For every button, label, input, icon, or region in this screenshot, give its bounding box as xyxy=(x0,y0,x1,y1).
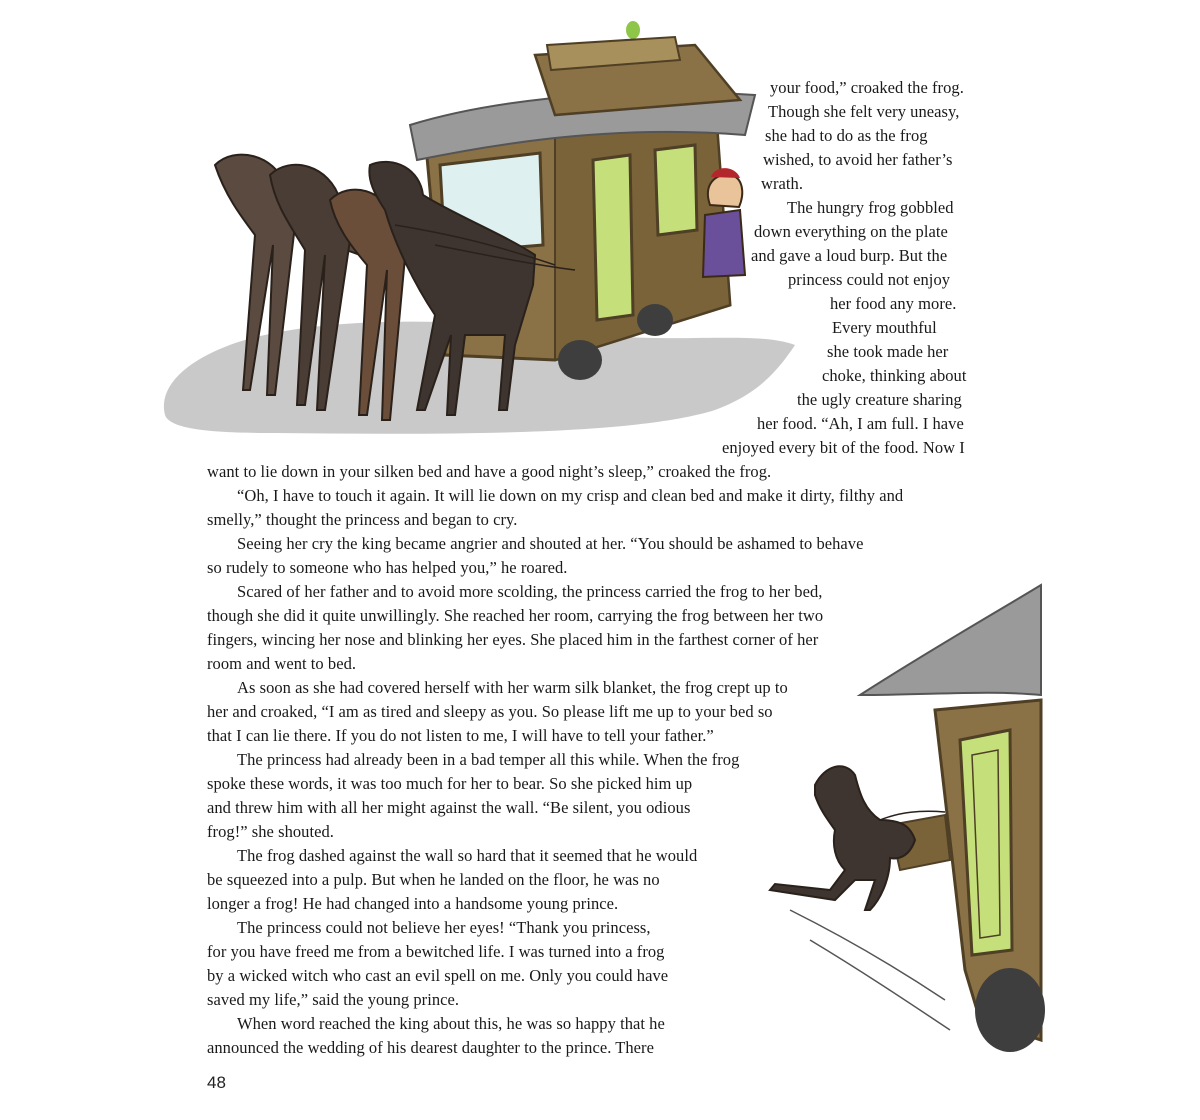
text-line: her food. “Ah, I am full. I have xyxy=(757,414,964,433)
text-line: by a wicked witch who cast an evil spell on me. Only you could have xyxy=(207,966,669,985)
text-line: for you have freed me from a bewitched life. I was turned into a frog xyxy=(207,942,665,961)
text-line: The hungry frog gobbled xyxy=(787,198,954,217)
text-line: that I can lie there. If you do not listen to me, I will have to tell your father.” xyxy=(207,726,714,745)
carriage-illustration-right xyxy=(740,580,1050,1060)
text-line: room and went to bed. xyxy=(207,654,357,673)
text-line: frog!” she shouted. xyxy=(207,822,334,841)
text-line: Scared of her father and to avoid more scolding, the princess carried the frog to her bed, xyxy=(237,582,823,601)
text-line: and threw him with all her might against the wall. “Be silent, you odious xyxy=(207,798,691,817)
text-line: announced the wedding of his dearest daughter to the prince. There xyxy=(207,1038,654,1057)
text-line: Though she felt very uneasy, xyxy=(768,102,960,121)
text-line: As soon as she had covered herself with her warm silk blanket, the frog crept up to xyxy=(237,678,788,697)
text-line: her food any more. xyxy=(830,294,957,313)
text-line: she took made her xyxy=(827,342,949,361)
text-line: the ugly creature sharing xyxy=(797,390,962,409)
text-line: so rudely to someone who has helped you,” he roared. xyxy=(207,558,568,577)
text-line: enjoyed every bit of the food. Now I xyxy=(722,438,965,457)
text-line: longer a frog! He had changed into a handsome young prince. xyxy=(207,894,619,913)
text-line: fingers, wincing her nose and blinking her eyes. She placed him in the farthest corner of her xyxy=(207,630,819,649)
text-line: wished, to avoid her father’s xyxy=(763,150,953,169)
text-line: she had to do as the frog xyxy=(765,126,928,145)
text-line: Every mouthful xyxy=(832,318,937,337)
text-line: The princess could not believe her eyes! “Thank you princess, xyxy=(237,918,651,937)
text-line: though she did it quite unwillingly. She reached her room, carrying the frog between her two xyxy=(207,606,824,625)
page-number: 48 xyxy=(207,1073,226,1092)
text-line: “Oh, I have to touch it again. It will lie down on my crisp and clean bed and make it dirty, filthy and xyxy=(237,486,904,505)
text-line: Seeing her cry the king became angrier and shouted at her. “You should be ashamed to behave xyxy=(237,534,864,553)
text-line: saved my life,” said the young prince. xyxy=(207,990,460,1009)
text-line: your food,” croaked the frog. xyxy=(770,78,964,97)
text-line: and gave a loud burp. But the xyxy=(751,246,948,265)
text-line: her and croaked, “I am as tired and sleepy as you. So please lift me up to your bed so xyxy=(207,702,773,721)
text-line: wrath. xyxy=(761,174,803,193)
text-line: The frog dashed against the wall so hard that it seemed that he would xyxy=(237,846,698,865)
text-line: want to lie down in your silken bed and have a good night’s sleep,” croaked the frog. xyxy=(207,462,772,481)
text-line: be squeezed into a pulp. But when he landed on the floor, he was no xyxy=(207,870,660,889)
text-line: down everything on the plate xyxy=(754,222,948,241)
text-line: princess could not enjoy xyxy=(788,270,951,289)
text-line: When word reached the king about this, he was so happy that he xyxy=(237,1014,665,1033)
text-line: spoke these words, it was too much for her to bear. So she picked him up xyxy=(207,774,693,793)
text-line: choke, thinking about xyxy=(822,366,967,385)
text-line: smelly,” thought the princess and began to cry. xyxy=(207,510,518,529)
text-line: The princess had already been in a bad temper all this while. When the frog xyxy=(237,750,740,769)
